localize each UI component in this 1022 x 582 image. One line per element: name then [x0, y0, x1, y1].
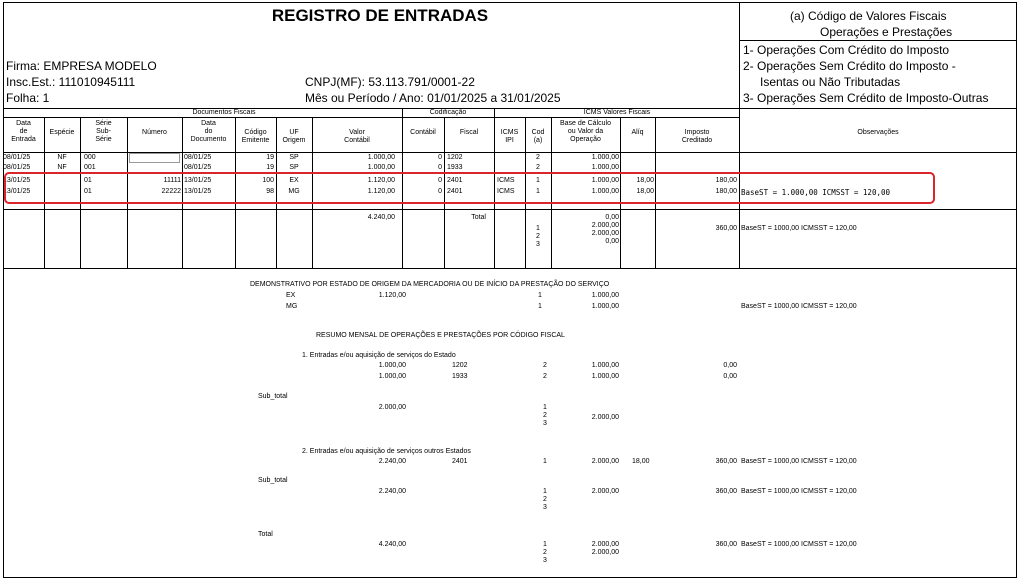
col-valor-contabil: Valor Contábil	[344, 129, 370, 144]
demo-cod-mg: 1	[538, 303, 542, 310]
demo-cod-ex: 1	[538, 292, 542, 299]
group-icms: ICMS Valores Fiscais	[583, 109, 651, 116]
cell-cod-a: 1	[536, 188, 540, 195]
cell-contabil: 0	[438, 164, 442, 171]
sec2-cfop: 2401	[452, 458, 468, 465]
resumo-title: RESUMO MENSAL DE OPERAÇÕES E PRESTAÇÕES POR CÓDIGO FISCAL	[316, 332, 565, 339]
grand-total-imp: 360,00	[715, 541, 737, 548]
cell-data-documento: 08/01/25	[184, 154, 212, 161]
col-numero: Número	[142, 129, 167, 136]
cell-codigo-emitente: 19	[266, 154, 274, 161]
sub1-cods: 1 2 3	[543, 404, 547, 427]
grand-total-bases: 2.000,00 2.000,00	[591, 541, 619, 556]
cell-data-entrada: 08/01/25	[3, 164, 31, 171]
cell-cod-a: 2	[536, 164, 540, 171]
sec1-row2-valor: 1.000,00	[378, 373, 406, 380]
sec2-title: 2. Entradas e/ou aquisição de serviços outros Estados	[302, 448, 471, 455]
sec2-base: 2.000,00	[591, 458, 619, 465]
cell-data-entrada: 13/01/25	[3, 177, 31, 184]
cell-uf: EX	[289, 177, 299, 184]
sub2-cods: 1 2 3	[543, 488, 547, 511]
cell-numero: 11111	[163, 177, 181, 184]
cell-fiscal: 1933	[447, 164, 463, 171]
report-title: REGISTRO DE ENTRADAS	[271, 6, 489, 25]
cell-serie: 000	[84, 154, 96, 161]
cell-contabil: 0	[438, 177, 442, 184]
periodo-label: Mês ou Período / Ano: 01/01/2025 a 31/01/2025	[305, 91, 561, 105]
grand-total-label: Total	[258, 531, 273, 538]
cell-icms: ICMS	[497, 177, 515, 184]
col-base-calculo: Base de Cálculo ou Valor da Operação	[560, 120, 611, 143]
legend-title: (a) Código de Valores Fiscais	[790, 9, 947, 23]
cell-serie: 001	[84, 164, 96, 171]
cell-data-entrada: 08/01/25	[3, 154, 31, 161]
demo-title: DEMONSTRATIVO POR ESTADO DE ORIGEM DA MERCADORIA OU DE INÍCIO DA PRESTAÇÃO DO SERVIÇO	[250, 281, 610, 288]
cell-fiscal: 1202	[447, 154, 463, 161]
cell-base: 1.000,00	[591, 164, 619, 171]
cell-codigo-emitente: 19	[266, 164, 274, 171]
insc-est-label: Insc.Est.: 111010945111	[6, 75, 136, 89]
col-serie: Série Sub- Série	[95, 120, 112, 143]
sec1-row2-base: 1.000,00	[591, 373, 619, 380]
sec2-imp: 360,00	[715, 458, 737, 465]
sub2-obs: BaseST = 1000,00 ICMSST = 120,00	[741, 488, 857, 495]
col-codigo-emitente: Código Emitente	[241, 129, 270, 144]
cell-data-documento: 08/01/25	[184, 164, 212, 171]
sec1-row1-base: 1.000,00	[591, 362, 619, 369]
cell-valor-contabil: 1.120,00	[367, 188, 395, 195]
demo-uf-mg: MG	[286, 303, 298, 310]
total-obs: BaseST = 1000,00 ICMSST = 120,00	[741, 225, 857, 232]
demo-valor-ex: 1.120,00	[378, 292, 406, 299]
cell-base: 1.000,00	[591, 177, 619, 184]
demo-uf-ex: EX	[286, 292, 296, 299]
cell-fiscal: 2401	[447, 177, 463, 184]
cell-uf: SP	[289, 164, 299, 171]
total-imposto: 360,00	[715, 225, 737, 232]
cnpj-label: CNPJ(MF): 53.113.791/0001-22	[305, 75, 475, 89]
sub2-valor: 2.240,00	[378, 488, 406, 495]
legend-item-2: 2- Operações Sem Crédito do Imposto -	[743, 59, 956, 73]
sec2-cod: 1	[543, 458, 547, 465]
legend-item-1: 1- Operações Com Crédito do Imposto	[743, 43, 950, 57]
col-imposto-creditado: Imposto Creditado	[681, 129, 713, 144]
col-data-entrada: Data de Entrada	[11, 120, 36, 143]
sub2-base: 2.000,00	[591, 488, 619, 495]
cell-valor-contabil: 1.000,00	[367, 154, 395, 161]
sub1-base: 2.000,00	[591, 414, 619, 421]
cell-contabil: 0	[438, 188, 442, 195]
demo-base-ex: 1.000,00	[591, 292, 619, 299]
sec1-row2-cod: 2	[543, 373, 547, 380]
cell-serie: 01	[84, 177, 92, 184]
sec2-aliq: 18,00	[632, 458, 650, 465]
cell-uf: MG	[288, 188, 300, 195]
group-documentos-fiscais: Documentos Fiscais	[192, 109, 256, 116]
total-label: Total	[471, 214, 486, 221]
grand-total-obs: BaseST = 1000,00 ICMSST = 120,00	[741, 541, 857, 548]
sub2-imp: 360,00	[715, 488, 737, 495]
cell-serie: 01	[84, 188, 92, 195]
cell-cod-a: 1	[536, 177, 540, 184]
sub1-valor: 2.000,00	[378, 404, 406, 411]
cell-imposto: 180,00	[715, 188, 737, 195]
cell-cod-a: 2	[536, 154, 540, 161]
cell-base: 1.000,00	[591, 154, 619, 161]
grand-total-valor: 4.240,00	[378, 541, 406, 548]
cell-icms: ICMS	[497, 188, 515, 195]
sec1-title: 1. Entradas e/ou aquisição de serviços do Estado	[302, 352, 456, 359]
cell-codigo-emitente: 100	[262, 177, 274, 184]
grand-total-cods: 1 2 3	[543, 541, 547, 564]
demo-obs-mg: BaseST = 1000,00 ICMSST = 120,00	[741, 303, 857, 310]
total-base-list: 0,00 2.000,00 2.000,00 0,00	[591, 214, 619, 245]
total-valor-contabil: 4.240,00	[367, 214, 395, 221]
sec1-row2-cfop: 1933	[452, 373, 468, 380]
cell-observacoes: BaseST = 1.000,00 ICMSST = 120,00	[741, 188, 891, 197]
sec2-obs: BaseST = 1000,00 ICMSST = 120,00	[741, 458, 857, 465]
col-aliq: Alíq	[631, 129, 644, 136]
cell-imposto: 180,00	[715, 177, 737, 184]
col-observacoes: Observações	[857, 129, 899, 136]
legend-item-2b: Isentas ou Não Tributadas	[760, 75, 901, 89]
col-icms-ipi: ICMS IPI	[500, 129, 519, 144]
sub2-label: Sub_total	[258, 477, 288, 484]
folha-label: Folha: 1	[6, 91, 50, 105]
legend-item-3: 3- Operações Sem Crédito de Imposto-Outras	[743, 91, 989, 105]
sub1-label: Sub_total	[258, 393, 288, 400]
sec1-row2-imp: 0,00	[723, 373, 737, 380]
cell-fiscal: 2401	[447, 188, 463, 195]
demo-base-mg: 1.000,00	[591, 303, 619, 310]
col-especie: Espécie	[49, 129, 75, 136]
cell-codigo-emitente: 98	[266, 188, 274, 195]
cell-uf: SP	[289, 154, 299, 161]
cell-aliq: 18,00	[636, 177, 654, 184]
cell-aliq: 18,00	[636, 188, 654, 195]
cell-especie: NF	[57, 154, 67, 161]
cell-data-entrada: 13/01/25	[3, 188, 31, 195]
cell-especie: NF	[57, 164, 67, 171]
col-contabil: Contábil	[410, 129, 436, 136]
cell-numero: 22222	[161, 188, 181, 195]
sec1-row1-valor: 1.000,00	[378, 362, 406, 369]
sec1-row1-imp: 0,00	[723, 362, 737, 369]
cell-valor-contabil: 1.120,00	[367, 177, 395, 184]
firma-label: Firma: EMPRESA MODELO	[6, 59, 157, 73]
cell-data-documento: 13/01/25	[184, 188, 212, 195]
group-codificacao: Codificação	[429, 109, 467, 116]
sec1-row1-cfop: 1202	[452, 362, 468, 369]
highlight-frame	[4, 172, 935, 204]
col-cod-a: Cod (a)	[531, 129, 545, 144]
cell-base: 1.000,00	[591, 188, 619, 195]
legend-subtitle: Operações e Prestações	[820, 25, 953, 39]
col-fiscal: Fiscal	[459, 129, 479, 136]
cell-data-documento: 13/01/25	[184, 177, 212, 184]
col-uf-origem: UF Origem	[282, 129, 306, 144]
total-cod-list: 1 2 3	[536, 225, 540, 248]
col-data-documento: Data do Documento	[190, 120, 227, 143]
numero-empty-box	[129, 153, 180, 163]
cell-contabil: 0	[438, 154, 442, 161]
sec1-row1-cod: 2	[543, 362, 547, 369]
cell-valor-contabil: 1.000,00	[367, 164, 395, 171]
sec2-valor: 2.240,00	[378, 458, 406, 465]
